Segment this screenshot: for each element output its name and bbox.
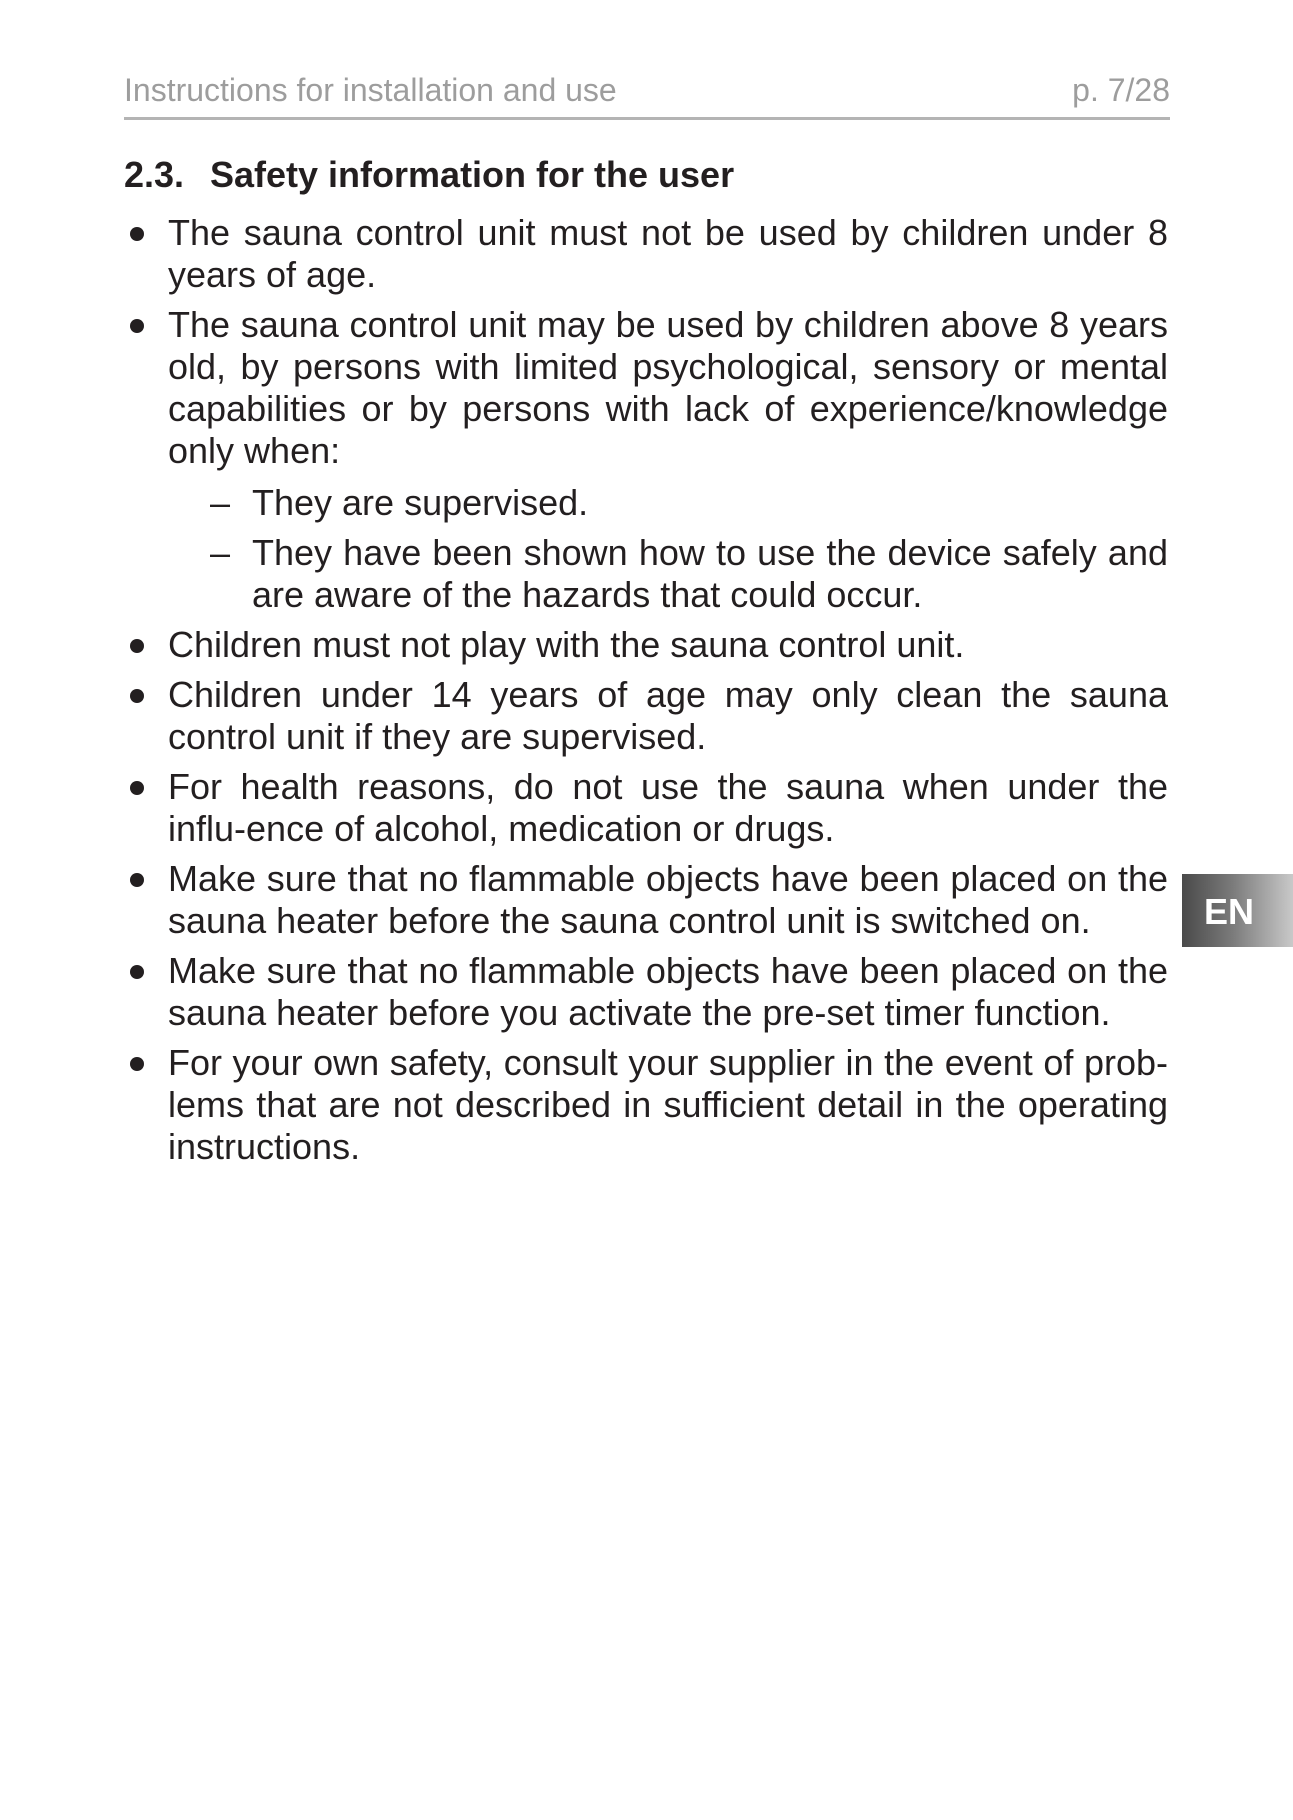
safety-content: [124, 212, 1168, 1176]
language-tab: [1182, 874, 1293, 947]
section-title: Safety information for the user: [210, 154, 735, 195]
list-item: [124, 212, 1168, 296]
bullet-icon: [130, 639, 144, 653]
list-item: [124, 766, 1168, 850]
list-item-text: Children must not play with the sauna control unit.: [168, 624, 965, 665]
sub-list-item-text: They have been shown how to use the device safely and are aware of the hazards that could occur.: [252, 532, 1168, 615]
sub-list-item: [168, 532, 1168, 616]
list-item: [124, 1042, 1168, 1168]
sub-list-item-text: They are supervised.: [252, 482, 589, 523]
bullet-icon: [130, 965, 144, 979]
bullet-icon: [130, 873, 144, 887]
list-item-text: The sauna control unit must not be used by children under 8 years of age.: [168, 212, 1168, 295]
language-tab-label: EN: [1204, 891, 1255, 932]
bullet-icon: [130, 227, 144, 241]
bullet-icon: [130, 1057, 144, 1071]
list-item: [124, 624, 1168, 666]
page-number: p. 7/28: [1072, 72, 1170, 108]
dash-marker: –: [210, 482, 231, 523]
list-item: [124, 950, 1168, 1034]
list-item: [124, 858, 1168, 942]
bullet-icon: [130, 319, 144, 333]
page-header: [124, 68, 1170, 120]
list-item: [124, 304, 1168, 616]
list-item-text: Make sure that no flammable objects have been placed on the sauna heater before the sauna control unit is switched on.: [168, 858, 1168, 941]
section-heading: [124, 154, 734, 196]
list-item: [124, 674, 1168, 758]
list-item-text: Make sure that no flammable objects have been placed on the sauna heater before you activate the pre-set timer function.: [168, 950, 1168, 1033]
safety-bullet-list: [124, 212, 1168, 1168]
dash-marker: –: [210, 532, 231, 573]
bullet-icon: [130, 689, 144, 703]
sub-list: [168, 482, 1168, 616]
list-item-text: The sauna control unit may be used by children above 8 years old, by persons with limited psychological, sensory or mental capabilities or by persons with lack of experience/knowledge only when:: [168, 304, 1168, 471]
sub-list-item: [168, 482, 1168, 524]
list-item-text: Children under 14 years of age may only clean the sauna control unit if they are supervised.: [168, 674, 1168, 757]
bullet-icon: [130, 781, 144, 795]
header-title: Instructions for installation and use: [124, 72, 617, 108]
list-item-text: For health reasons, do not use the sauna when under the influ-ence of alcohol, medication or drugs.: [168, 766, 1168, 849]
list-item-text: For your own safety, consult your supplier in the event of prob-lems that are not described in sufficient detail in the operating instructions.: [168, 1042, 1168, 1167]
section-number: 2.3.: [124, 154, 185, 195]
